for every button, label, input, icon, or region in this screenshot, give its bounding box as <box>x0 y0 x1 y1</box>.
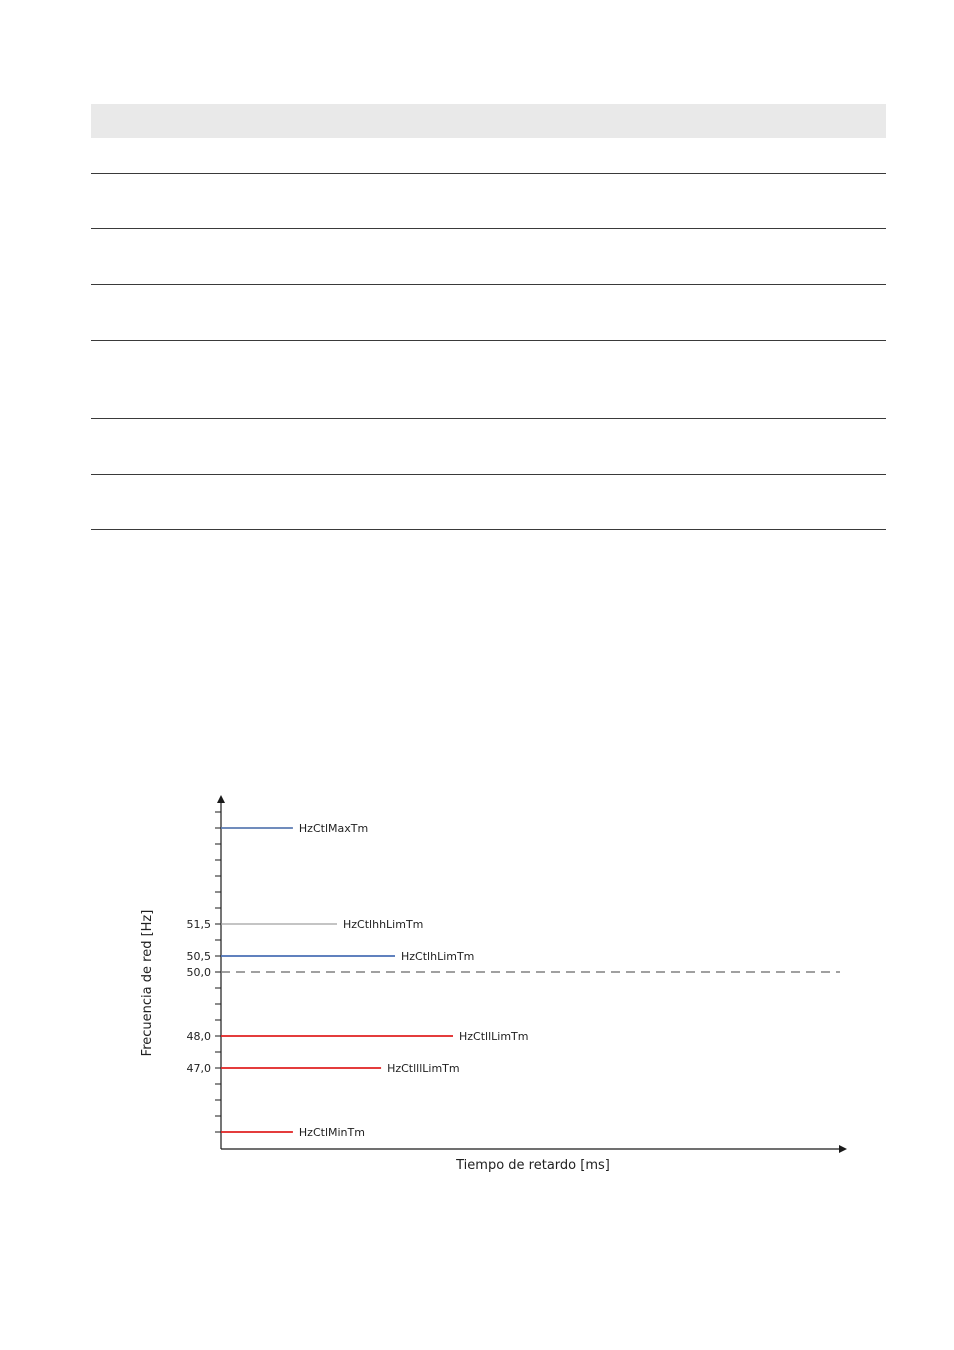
y-axis-minor-ticks <box>215 812 221 1132</box>
y-tick-label: 50,0 <box>186 966 211 979</box>
y-tick-label: 50,5 <box>186 950 211 963</box>
series-label: HzCtlMaxTm <box>298 822 369 835</box>
y-axis-tick-labels <box>187 918 212 1075</box>
series-label: HzCtlllLimTm <box>387 1062 460 1075</box>
y-tick-label: 47,0 <box>186 1062 211 1075</box>
series-label: HzCtlhhLimTm <box>343 918 424 931</box>
y-tick-label: 51,5 <box>186 918 211 931</box>
series-label: HzCtllLimTm <box>459 1030 529 1043</box>
x-axis-title: Tiempo de retardo [ms] <box>456 1158 610 1173</box>
series-label: HzCtlhLimTm <box>401 950 475 963</box>
y-tick-label: 48,0 <box>186 1030 211 1043</box>
y-axis-title: Frecuencia de red [Hz] <box>140 909 155 1057</box>
series-label: HzCtlMinTm <box>298 1126 365 1139</box>
series-group <box>221 822 529 1139</box>
